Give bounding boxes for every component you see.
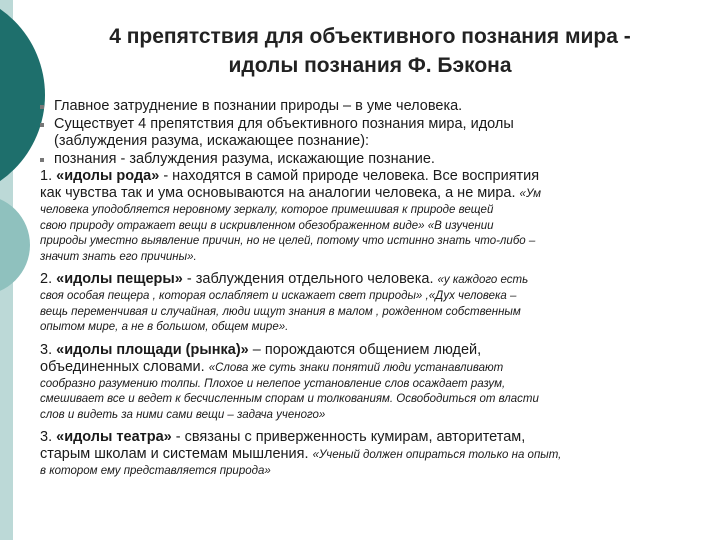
idol-cave-paragraph [40,271,700,336]
idol-number: 3. [40,341,53,358]
idol-number: 2. [40,271,53,287]
quote-line: в котором ему представляется природа» [40,465,271,477]
bullet-item [40,116,700,151]
idol-number: 1. [40,168,53,184]
idol-theatre-paragraph [40,429,700,480]
quote-start: «у каждого есть [437,274,529,286]
bullet-item [40,151,700,169]
bullet-square-icon [40,105,44,109]
idol-description: - заблуждения отдельного человека. [182,271,434,287]
quote-line: значит знать его причины». [40,250,197,263]
quote-start: «Слова же суть знаки понятий люди устанавливают [208,361,504,374]
idol-description: – порождаются общением людей, [248,341,482,358]
idol-name: «идолы театра» [56,429,172,445]
quote-start: «Ум [519,188,542,200]
bullet-text: Существует 4 препятствия для объективного познания мира, идолы [54,115,514,132]
title-line-2: идолы познания Ф. Бэкона [228,54,512,77]
quote-line: природы уместно выявление причин, но не целей, потому что истинно знать что-либо – [40,235,536,247]
title-line-1: 4 препятствия для объективного познания мира - [109,25,631,48]
bullet-square-icon [40,123,44,127]
idol-description-continued: объединенных словами. [40,358,205,375]
quote-line: человека уподобляется неровному зеркалу, которое примешивая к природе вещей [40,204,494,216]
idol-market-paragraph [40,342,700,424]
bullet-text: Главное затруднение в познании природы – в уме человека. [54,98,463,114]
idol-description-continued: старым школам и системам мышления. [40,446,309,462]
quote-line: смешивает все и ведет к бесчисленным спорам и толкованиям. Освободиться от власти [40,393,539,405]
bullet-item [40,98,700,116]
bullet-text: познания - заблуждения разума, искажающие познание. [54,150,435,167]
quote-line: опытом мире, а не в большом, общем мире». [40,321,289,333]
slide-title [40,22,700,80]
idol-description-continued: как чувства так и ума основываются на аналогии человека, а не мира. [40,185,516,201]
bullet-square-icon [40,158,44,162]
slide-content [40,98,700,480]
idol-number: 3. [40,429,53,445]
idol-name: «идолы рода» [56,168,160,184]
decorative-circle-large [0,0,45,200]
quote-line: вещь переменчивая и случайная, люди ищут знания в малом , рожденном собственным [40,305,521,318]
quote-start: «Ученый должен опираться только на опыт, [312,449,562,461]
bullet-text-continued: (заблуждения разума, искажающее познание): [54,133,370,149]
idol-rod-paragraph [40,168,700,265]
quote-line: свою природу отражает вещи в искривленном обезображенном виде» «В изучении [40,219,494,232]
decorative-circle-small [0,195,30,295]
idol-name: «идолы площади (рынка)» [56,341,249,358]
quote-line: слов и видеть за ними сами вещи – задача ученого» [40,408,326,421]
idol-description: - связаны с приверженность кумирам, авторитетам, [171,429,526,445]
quote-line: своя особая пещера , которая ослабляет и искажает свет природы» ,«Дух человека – [40,290,517,302]
quote-line: сообразно разумению толпы. Плохое и нелепое установление слов осаждает разум, [40,377,506,390]
idol-name: «идолы пещеры» [56,271,183,287]
idol-description: - находятся в самой природе человека. Все восприятия [159,168,540,184]
